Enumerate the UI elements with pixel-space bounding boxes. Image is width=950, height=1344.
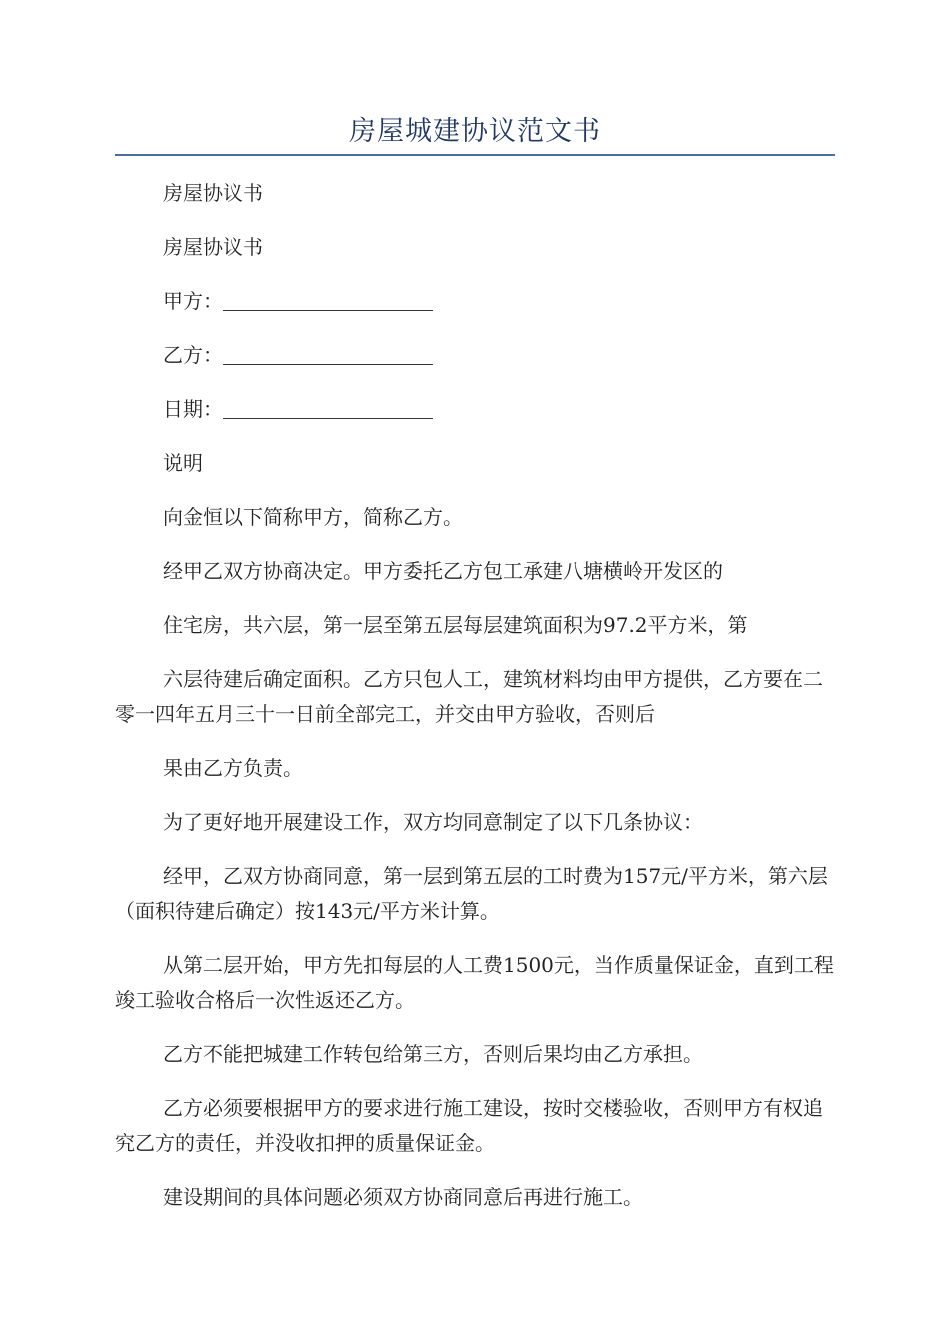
paragraph: 果由乙方负责。 <box>163 756 303 780</box>
paragraph: 乙方必须要根据甲方的要求进行施工建设，按时交楼验收，否则甲方有权追究乙方的责任，并没收扣押的质量保证金。 <box>115 1096 823 1155</box>
date-label: 日期： <box>163 397 223 421</box>
paragraph: 住宅房，共六层，第一层至第五层每层建筑面积为97.2平方米，第 <box>163 613 748 637</box>
date-line <box>115 392 835 427</box>
document-body <box>115 176 835 1234</box>
paragraph: 经甲，乙双方协商同意，第一层到第五层的工时费为157元/平方米，第六层（面积待建后确定）按143元/平方米计算。 <box>115 864 828 923</box>
paragraph: 说明 <box>163 451 203 475</box>
party-b-label: 乙方： <box>163 343 223 367</box>
party-a-line <box>115 284 835 319</box>
party-b-line <box>115 338 835 373</box>
party-b-blank[interactable] <box>223 346 433 365</box>
party-a-blank[interactable] <box>223 292 433 311</box>
paragraph: 为了更好地开展建设工作，双方均同意制定了以下几条协议： <box>163 810 703 834</box>
document-title: 房屋城建协议范文书 <box>349 116 601 147</box>
paragraph: 房屋协议书 <box>163 181 263 205</box>
paragraph: 向金恒以下简称甲方，简称乙方。 <box>163 505 463 529</box>
paragraph: 房屋协议书 <box>163 235 263 259</box>
paragraph: 乙方不能把城建工作转包给第三方，否则后果均由乙方承担。 <box>163 1042 703 1066</box>
paragraph: 经甲乙双方协商决定。甲方委托乙方包工承建八塘横岭开发区的 <box>163 559 723 583</box>
paragraph: 从第二层开始，甲方先扣每层的人工费1500元，当作质量保证金，直到工程竣工验收合格后一次性返还乙方。 <box>115 953 834 1012</box>
paragraph: 六层待建后确定面积。乙方只包人工，建筑材料均由甲方提供，乙方要在二零一四年五月三十一日前全部完工，并交由甲方验收，否则后 <box>115 667 823 726</box>
paragraph: 建设期间的具体问题必须双方协商同意后再进行施工。 <box>163 1185 643 1209</box>
date-blank[interactable] <box>223 400 433 419</box>
party-a-label: 甲方： <box>163 289 223 313</box>
title-underline <box>115 154 835 156</box>
